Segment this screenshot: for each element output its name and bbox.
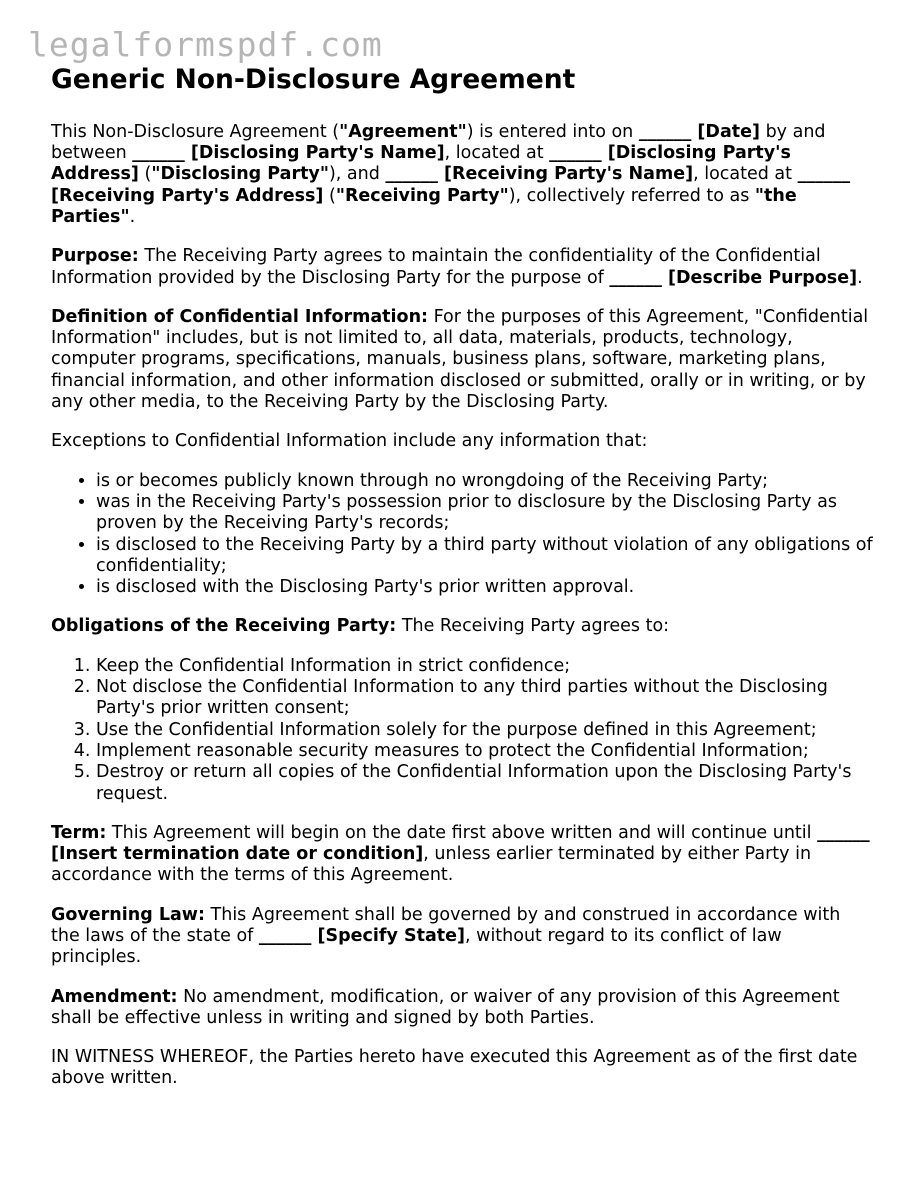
obligations-heading: Obligations of the Receiving Party: — [51, 616, 397, 637]
state-blank: ______ [Specify State] — [258, 926, 465, 946]
list-item: • is disclosed to the Receiving Party by a third party without violation of any obligations of confidentiality; — [96, 535, 873, 578]
witness-paragraph: IN WITNESS WHEREOF, the Parties hereto have executed this Agreement as of the first date above written. — [51, 1047, 858, 1089]
termination-blank: ______ [Insert termination date or condition] — [51, 822, 870, 865]
list-item: 2. Not disclose the Confidential Information to any third parties without the Disclosing Party's prior written consent; — [96, 677, 873, 720]
list-item: • was in the Receiving Party's possession prior to disclosure by the Disclosing Party as proven by the Receiving Party's records; — [96, 492, 873, 535]
purpose-blank: ______ [Describe Purpose] — [609, 267, 858, 288]
intro-paragraph: This Non-Disclosure Agreement ("Agreement") is entered into on ______ [Date] by and between ______ [Disclosing Party's Name], located at ______ [Disclosing Party's Address] ("Disclosing Party"), and ______ [Receiving Party's Name], located at ______ [Receiving Party's Address] ("Receiving Party"), collectively referred to as "the Parties". — [51, 121, 851, 227]
purpose-paragraph: Purpose: The Receiving Party agrees to maintain the confidentiality of the Confidential Information provided by the Disclosing Party for the purpose of ______ [Describe Purpose]. — [51, 246, 863, 288]
amendment-heading: Amendment: — [51, 986, 178, 1007]
governing-law-heading: Governing Law: — [51, 904, 205, 925]
amendment-paragraph: Amendment: No amendment, modification, or waiver of any provision of this Agreement shall be effective unless in writing and signed by both Parties. — [51, 986, 840, 1028]
date-blank: ______ [Date] — [638, 121, 761, 142]
document-title: Generic Non-Disclosure Agreement — [51, 64, 576, 95]
list-item: • is disclosed with the Disclosing Party's prior written approval. — [96, 577, 873, 598]
obligations-list — [51, 656, 873, 805]
disclosing-address-blank: ______ [Disclosing Party's Address] — [51, 143, 791, 185]
list-item: 1. Keep the Confidential Information in strict confidence; — [96, 656, 873, 677]
list-item: • is or becomes publicly known through no wrongdoing of the Receiving Party; — [96, 471, 873, 492]
governing-law-paragraph: Governing Law: This Agreement shall be governed by and construed in accordance with the laws of the state of ______ [Specify State], without regard to its conflict of law principles. — [51, 904, 841, 968]
definition-heading: Definition of Confidential Information: — [51, 306, 429, 327]
purpose-heading: Purpose: — [51, 246, 139, 267]
obligations-paragraph: Obligations of the Receiving Party: The Receiving Party agrees to: — [51, 616, 670, 637]
list-item: 5. Destroy or return all copies of the Confidential Information upon the Disclosing Party's request. — [96, 762, 873, 805]
receiving-name-blank: ______ [Receiving Party's Name] — [385, 164, 694, 185]
receiving-address-blank: ______ [Receiving Party's Address] — [51, 164, 851, 206]
list-item: 4. Implement reasonable security measures to protect the Confidential Information; — [96, 741, 873, 762]
list-item: 3. Use the Confidential Information solely for the purpose defined in this Agreement; — [96, 720, 873, 741]
definition-paragraph: Definition of Confidential Information: For the purposes of this Agreement, "Confidential Information" includes, but is not limited to, all data, materials, products, technology, computer programs, specifications, manuals, business plans, software, marketing plans, financial information, and other information disclosed or submitted, orally or in writing, or by any other media, to the Receiving Party by the Disclosing Party. — [51, 306, 869, 413]
term-paragraph: Term: This Agreement will begin on the date first above written and will continue until ______ [Insert termination date or condition], unless earlier terminated by either Party in accordance with the terms of this Agreement. — [51, 822, 870, 886]
disclosing-name-blank: ______ [Disclosing Party's Name] — [132, 143, 445, 164]
document-page — [51, 64, 873, 1108]
watermark: legalformspdf.com — [28, 25, 383, 64]
exceptions-intro: Exceptions to Confidential Information include any information that: — [51, 431, 648, 452]
exceptions-list — [51, 471, 873, 599]
term-heading: Term: — [51, 822, 107, 843]
